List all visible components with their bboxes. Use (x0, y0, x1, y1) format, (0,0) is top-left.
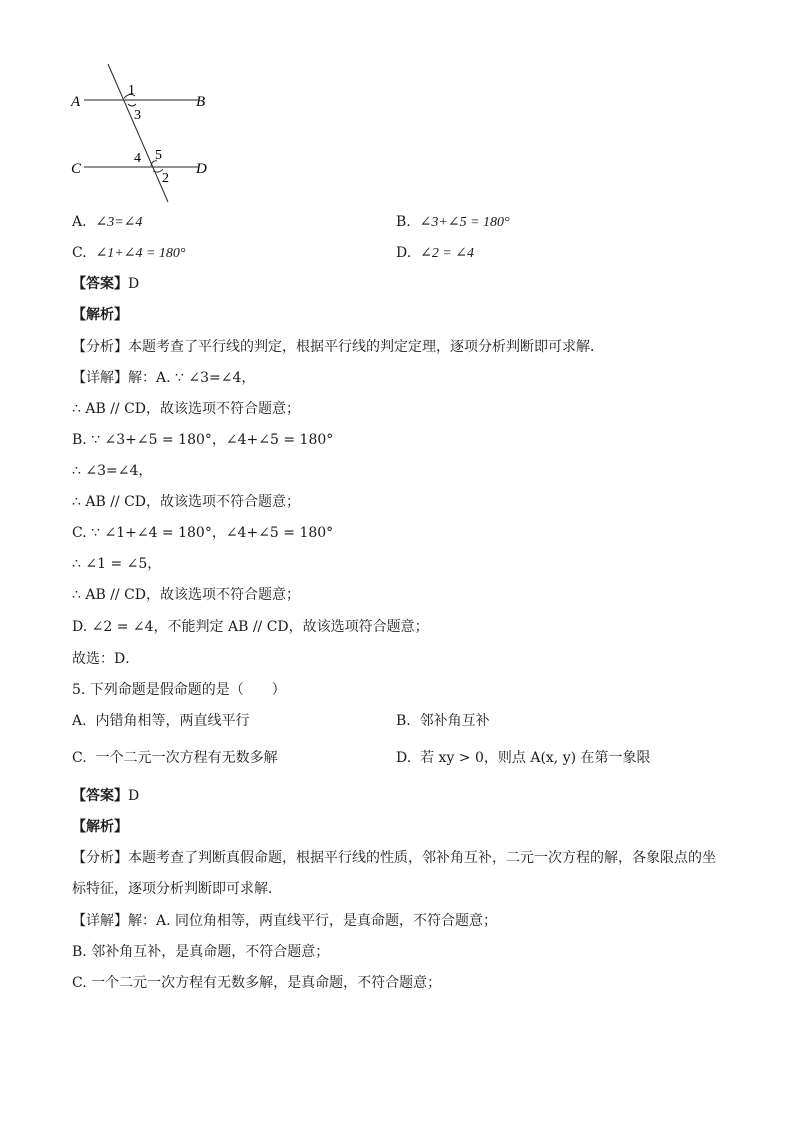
q5-option-a (72, 711, 249, 731)
transversal (108, 64, 168, 202)
option-text: ∠2 = ∠4 (420, 246, 475, 261)
q5-option-b (396, 711, 490, 731)
angle-label-3: 3 (134, 108, 141, 123)
q5-option-d (396, 748, 651, 768)
q4-option-c (72, 243, 186, 264)
figure-svg (66, 62, 226, 207)
option-key: D. (396, 750, 412, 766)
option-key: D. (396, 245, 412, 261)
option-text: ∠3=∠4 (95, 215, 143, 230)
option-key: C. (72, 750, 87, 766)
option-key: A. (72, 713, 87, 729)
arc-3 (128, 104, 136, 106)
q5-option-c (72, 748, 278, 768)
option-key: B. (396, 214, 411, 230)
q5-line-4: C. 一个二元一次方程有无数多解，是真命题，不符合题意； (72, 975, 442, 991)
q4-line-8: ∴ AB // CD，故该选项不符合题意； (72, 587, 301, 603)
q4-line-10: 故选：D． (72, 651, 140, 667)
q4-line-5: ∴ AB // CD，故该选项不符合题意； (72, 494, 301, 510)
q4-line-2: ∴ AB // CD，故该选项不符合题意； (72, 401, 301, 417)
angle-label-5: 5 (155, 148, 162, 163)
q5-line-1: 标特征，逐项分析判断即可求解． (72, 881, 282, 897)
label-a: A (71, 94, 81, 110)
q4-analysis-tag: 【解析】 (72, 307, 128, 323)
answer-value: D (128, 276, 140, 292)
answer-tag: 【答案】 (72, 788, 128, 804)
q4-answer (72, 274, 139, 294)
q5-analysis-tag: 【解析】 (72, 819, 128, 835)
option-key: A. (72, 214, 87, 230)
q4-line-1: 【详解】解：A. ∵ ∠3=∠4， (72, 370, 256, 386)
angle-label-1: 1 (128, 83, 135, 98)
answer-tag: 【答案】 (72, 276, 128, 292)
q4-option-b (396, 212, 510, 233)
q4-line-4: ∴ ∠3=∠4， (72, 463, 153, 479)
option-text: ∠3+∠5 = 180° (419, 215, 510, 230)
option-key: C. (72, 245, 87, 261)
q4-option-d (396, 243, 474, 264)
q4-option-a (72, 212, 142, 233)
option-text: ∠1+∠4 = 180° (95, 246, 186, 261)
q5-line-2: 【详解】解：A. 同位角相等，两直线平行，是真命题，不符合题意； (72, 913, 498, 929)
q5-stem: 5. 下列命题是假命题的是（ ） (72, 682, 286, 698)
label-c: C (71, 161, 82, 177)
q4-line-6: C. ∵ ∠1+∠4 = 180°，∠4+∠5 = 180° (72, 525, 334, 541)
q5-line-3: B. 邻补角互补，是真命题，不符合题意； (72, 944, 330, 960)
q5-answer (72, 786, 139, 806)
option-text: 内错角相等，两直线平行 (95, 713, 250, 729)
q5-line-0: 【分析】本题考查了判断真假命题，根据平行线的性质，邻补角互补，二元一次方程的解，各象限点的坐 (72, 850, 716, 866)
option-key: B. (396, 713, 411, 729)
label-d: D (196, 161, 207, 177)
q4-line-7: ∴ ∠1 = ∠5， (72, 556, 162, 572)
parallel-lines-figure (66, 62, 226, 207)
q4-line-3: B. ∵ ∠3+∠5 = 180°，∠4+∠5 = 180° (72, 432, 334, 448)
label-b: B (196, 94, 206, 110)
q4-line-0: 【分析】本题考查了平行线的判定，根据平行线的判定定理，逐项分析判断即可求解． (72, 339, 604, 355)
answer-value: D (128, 788, 140, 804)
option-text: 若 xy > 0，则点 A(x, y) 在第一象限 (420, 750, 651, 766)
option-text: 邻补角互补 (419, 713, 490, 729)
q4-line-9: D. ∠2 = ∠4，不能判定 AB // CD，故该选项符合题意； (72, 619, 429, 635)
angle-label-4: 4 (134, 151, 141, 166)
option-text: 一个二元一次方程有无数多解 (95, 750, 278, 766)
angle-label-2: 2 (162, 171, 169, 186)
